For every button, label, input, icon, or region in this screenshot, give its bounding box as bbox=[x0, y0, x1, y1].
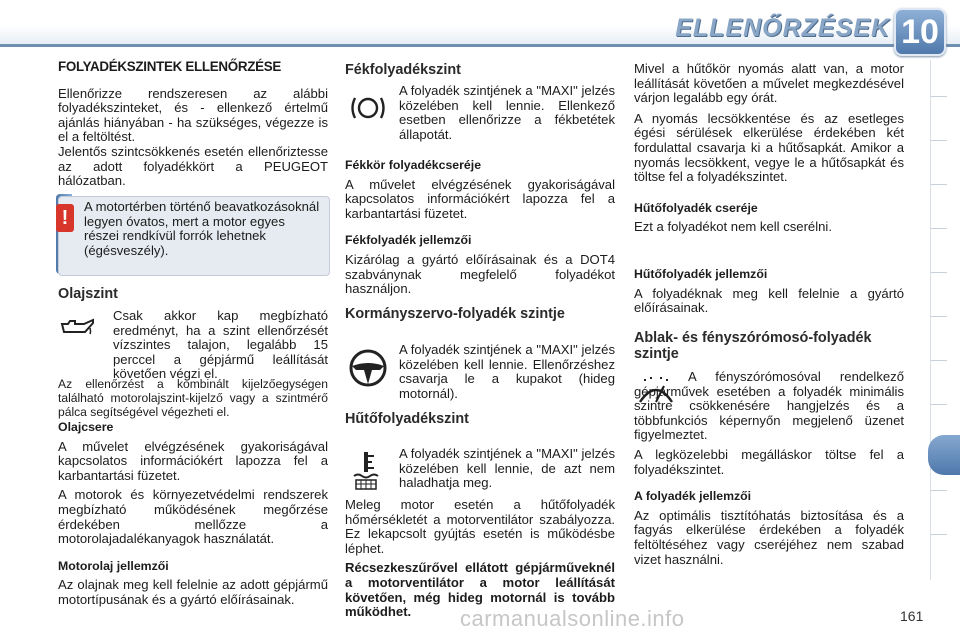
steering-section bbox=[345, 306, 585, 322]
brake-heading: Fékfolyadékszint bbox=[345, 62, 461, 78]
paragraph: Csak akkor kap megbízható eredményt, ha a szint ellenőrzését vízszintes talajon, legalább 15 perccel a gépjármű leállítását követően végzi el. bbox=[113, 308, 328, 382]
brake-warning-icon bbox=[349, 92, 387, 124]
oil-heading: Olajszint bbox=[58, 286, 118, 302]
paragraph: Az optimális tisztítóhatás biztosítása és a fagyás elkerülése érdekében a folyadék feltöltéséhez vagy cseréjéhez nem szabad vizet használni. bbox=[634, 507, 904, 567]
coolant-temperature-icon bbox=[350, 450, 382, 492]
warning-icon: ! bbox=[56, 204, 74, 232]
subheading: Hűtőfolyadék cseréje bbox=[634, 200, 758, 215]
coolant-section bbox=[345, 411, 615, 427]
coolant-heading: Hűtőfolyadékszint bbox=[345, 411, 469, 427]
header-rule bbox=[0, 44, 960, 47]
coolant-text bbox=[399, 447, 615, 491]
bold-note: Récsezkeszűrővel ellátott gépjárműveknél a motorventilátor a motor leállítását követően, még hideg motornál is tovább működhet. bbox=[345, 560, 615, 620]
oil-section bbox=[58, 286, 328, 302]
chapter-badge: 10 bbox=[894, 8, 946, 56]
subheading: Motorolaj jellemzői bbox=[58, 558, 169, 573]
coolant-details bbox=[345, 498, 615, 620]
paragraph: A legközelebbi megálláskor töltse fel a folyadékszintet. bbox=[634, 446, 904, 477]
subheading: A folyadék jellemzői bbox=[634, 489, 752, 504]
steering-text bbox=[399, 343, 615, 401]
paragraph: Ellenőrizze rendszeresen az alábbi folyadékszinteket, és - ellenkező értelmű ajánlás hiányában - ha szükséges, végezze is el a feltöltést. bbox=[58, 85, 328, 145]
column-2 bbox=[345, 62, 615, 78]
paragraph: Meleg motor esetén a hűtőfolyadék hőmérsékletét a motorventilátor szabályozza. Ez lekapcsolt gyújtás esetén is működésbe léphet. bbox=[345, 497, 615, 556]
steering-heading: Kormányszervo-folyadék szintje bbox=[345, 306, 565, 322]
paragraph: A művelet elvégzésének gyakoriságával kapcsolatos információkért lapozza fel a karbantartási füzetet. bbox=[345, 176, 615, 221]
paragraph: A folyadéknak meg kell felelnie a gyártó előírásainak. bbox=[634, 285, 904, 316]
edge-index bbox=[930, 60, 960, 580]
chapter-edge-tab bbox=[928, 435, 960, 475]
paragraph: Mivel a hűtőkör nyomás alatt van, a motor leállítását követően a művelet megkezdésével várjon legalább egy órát. bbox=[634, 61, 904, 106]
paragraph: A folyadék szintjének a "MAXI" jelzés közelében kell lennie, de azt nem haladhatja meg. bbox=[399, 446, 615, 491]
watermark: carmanualsonline.info bbox=[460, 606, 685, 631]
column-1 bbox=[58, 60, 328, 189]
paragraph: Kizárólag a gyártó előírásainak és a DOT4 szabványnak megfelelő folyadékot használjon. bbox=[345, 251, 615, 297]
oil-change bbox=[58, 420, 328, 608]
oil-text bbox=[113, 309, 328, 382]
washer-heading: Ablak- és fényszórómosó-folyadék szintje bbox=[634, 330, 872, 362]
paragraph: A fényszórómosóval rendelkező gépjárművek esetében a folyadék minimális szintre csökkenésére hangjelzés és a többfunkciós képernyőn megjelenő üzenet figyelmeztet. bbox=[634, 369, 904, 443]
washer-text bbox=[634, 370, 904, 567]
paragraph: Ezt a folyadékot nem kell cserélni. bbox=[634, 219, 832, 235]
paragraph: Az olajnak meg kell felelnie az adott gépjármű motortípusának és a gyártó előírásainak. bbox=[58, 577, 328, 607]
column-3 bbox=[634, 62, 904, 316]
brake-details bbox=[345, 158, 615, 297]
subheading: Fékfolyadék jellemzői bbox=[345, 233, 472, 248]
brake-text bbox=[399, 84, 615, 142]
subheading: Fékkör folyadékcseréje bbox=[345, 158, 482, 172]
paragraph: A folyadék szintjének a "MAXI" jelzés közelében kell lennie. Ellenőrzéshez csavarja le a kupakot (hideg motornál). bbox=[399, 342, 615, 401]
paragraph: A művelet elvégzésének gyakoriságával kapcsolatos információkért lapozza fel a karbantartási füzetet. bbox=[58, 438, 328, 483]
paragraph: Jelentős szintcsökkenés esetén ellenőriztesse az adott folyadékkört a PEUGEOT hálózatban. bbox=[58, 143, 328, 189]
oil-note: Az ellenőrzést a kombinált kijelzőegységen található motorolajszint-kijelző vagy a szintmérő pálca segítségével végezheti el. bbox=[58, 377, 328, 419]
page-title: ELLENŐRZÉSEK bbox=[675, 14, 890, 42]
section-heading: FOLYADÉKSZINTEK ELLENŐRZÉSE bbox=[58, 59, 282, 74]
paragraph: A folyadék szintjének a "MAXI" jelzés közelében kell lennie. Ellenkező esetben ellenőrizze a fékbetétek állapotát. bbox=[399, 83, 615, 142]
washer-section bbox=[634, 330, 884, 362]
paragraph: A motorok és környezetvédelmi rendszerek megbízható működésének megőrzése érdekében mellőzze a motorolajadalékanyagok használatát. bbox=[58, 487, 328, 547]
subheading: Olajcsere bbox=[58, 420, 114, 434]
oil-can-icon bbox=[58, 316, 96, 340]
steering-wheel-icon bbox=[348, 348, 388, 388]
paragraph: A nyomás lecsökkentése és az esetleges égési sérülések elkerülése érdekében két fordulattal csavarja ki a hűtősapkát. Amikor a nyomás lecsökkent, vegye le a hűtősapkát és töltse fel a folyadékszintet. bbox=[634, 110, 904, 185]
warning-text: A motortérben történő beavatkozásoknál legyen óvatos, mert a motor egyes részei rendkívül forrók lehetnek (égésveszély). bbox=[84, 199, 320, 258]
subheading: Hűtőfolyadék jellemzői bbox=[634, 266, 768, 281]
page-number: 161 bbox=[900, 608, 924, 624]
